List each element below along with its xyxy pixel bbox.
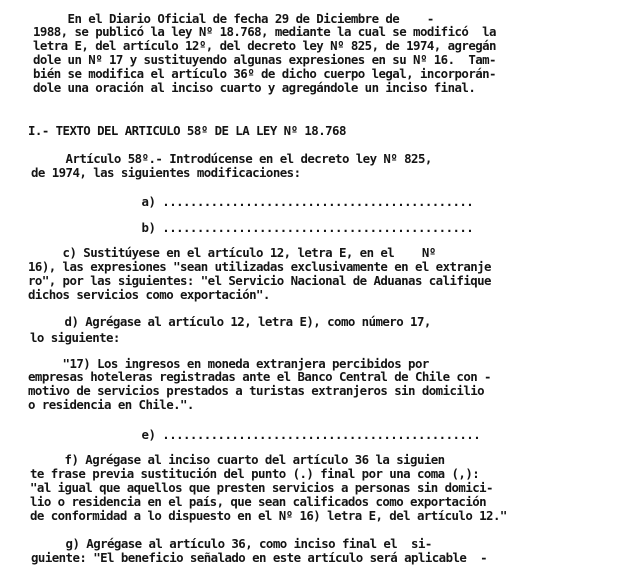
item-a: a) ............................................. [107, 194, 474, 209]
item-b: b) ............................................. [107, 220, 474, 235]
article-line-2: de 1974, las siguientes modificaciones: [31, 165, 301, 180]
item-g-line-2: guiente: "El beneficio señalado en este artículo será aplicable - [31, 550, 488, 565]
item-f-line-2: te frase previa sustitución del punto (.) final por una coma (,): [30, 466, 480, 481]
quote-17-line-3: motivo de servicios prestados a turistas extranjeros sin domicilio [28, 383, 485, 398]
item-c-line-1: c) Sustitúyese en el artículo 12, letra E, en el Nº [28, 245, 436, 260]
item-f-line-4: lio o residencia en el país, que sean calificados como exportación [30, 494, 487, 509]
section-heading: I.- TEXTO DEL ARTICULO 58º DE LA LEY Nº 18.768 [28, 123, 346, 138]
item-e: e) .............................................. [107, 427, 481, 442]
intro-line-1: En el Diario Oficial de fecha 29 de Diciembre de - [33, 11, 434, 26]
item-d-line-1: d) Agrégase al artículo 12, letra E), como número 17, [30, 314, 431, 329]
intro-line-5: bién se modifica el artículo 36º de dicho cuerpo legal, incorporán- [33, 66, 496, 81]
quote-17-line-2: empresas hoteleras registradas ante el Banco Central de Chile con - [28, 369, 491, 384]
intro-line-3: letra E, del artículo 12º, del decreto ley Nº 825, de 1974, agregán [33, 38, 496, 53]
item-c-line-4: dichos servicios como exportación". [28, 287, 270, 302]
item-c-line-3: ro", por las siguientes: "el Servicio Nacional de Aduanas califique [28, 273, 491, 288]
article-line-1: Artículo 58º.- Introdúcense en el decreto ley Nº 825, [31, 151, 432, 166]
quote-17-line-4: o residencia en Chile.". [28, 397, 194, 412]
intro-line-2: 1988, se publicó la ley Nº 18.768, mediante la cual se modificó la [33, 24, 496, 39]
intro-line-6: dole una oración al inciso cuarto y agregándole un inciso final. [33, 80, 476, 95]
item-f-line-3: "al igual que aquellos que presten servicios a personas sin domici- [30, 480, 493, 495]
item-g-line-1: g) Agrégase al artículo 36, como inciso final el si- [31, 536, 432, 551]
item-d-line-2: lo siguiente: [30, 330, 120, 345]
intro-line-4: dole un Nº 17 y sustituyendo algunas expresiones en su Nº 16. Tam- [33, 52, 496, 67]
item-c-line-2: 16), las expresiones "sean utilizadas exclusivamente en el extranje [28, 259, 491, 274]
item-f-line-5: de conformidad a lo dispuesto en el Nº 16) letra E, del artículo 12." [30, 508, 507, 523]
item-f-line-1: f) Agrégase al inciso cuarto del artículo 36 la siguien [30, 452, 445, 467]
quote-17-line-1: "17) Los ingresos en moneda extranjera percibidos por [28, 356, 429, 371]
